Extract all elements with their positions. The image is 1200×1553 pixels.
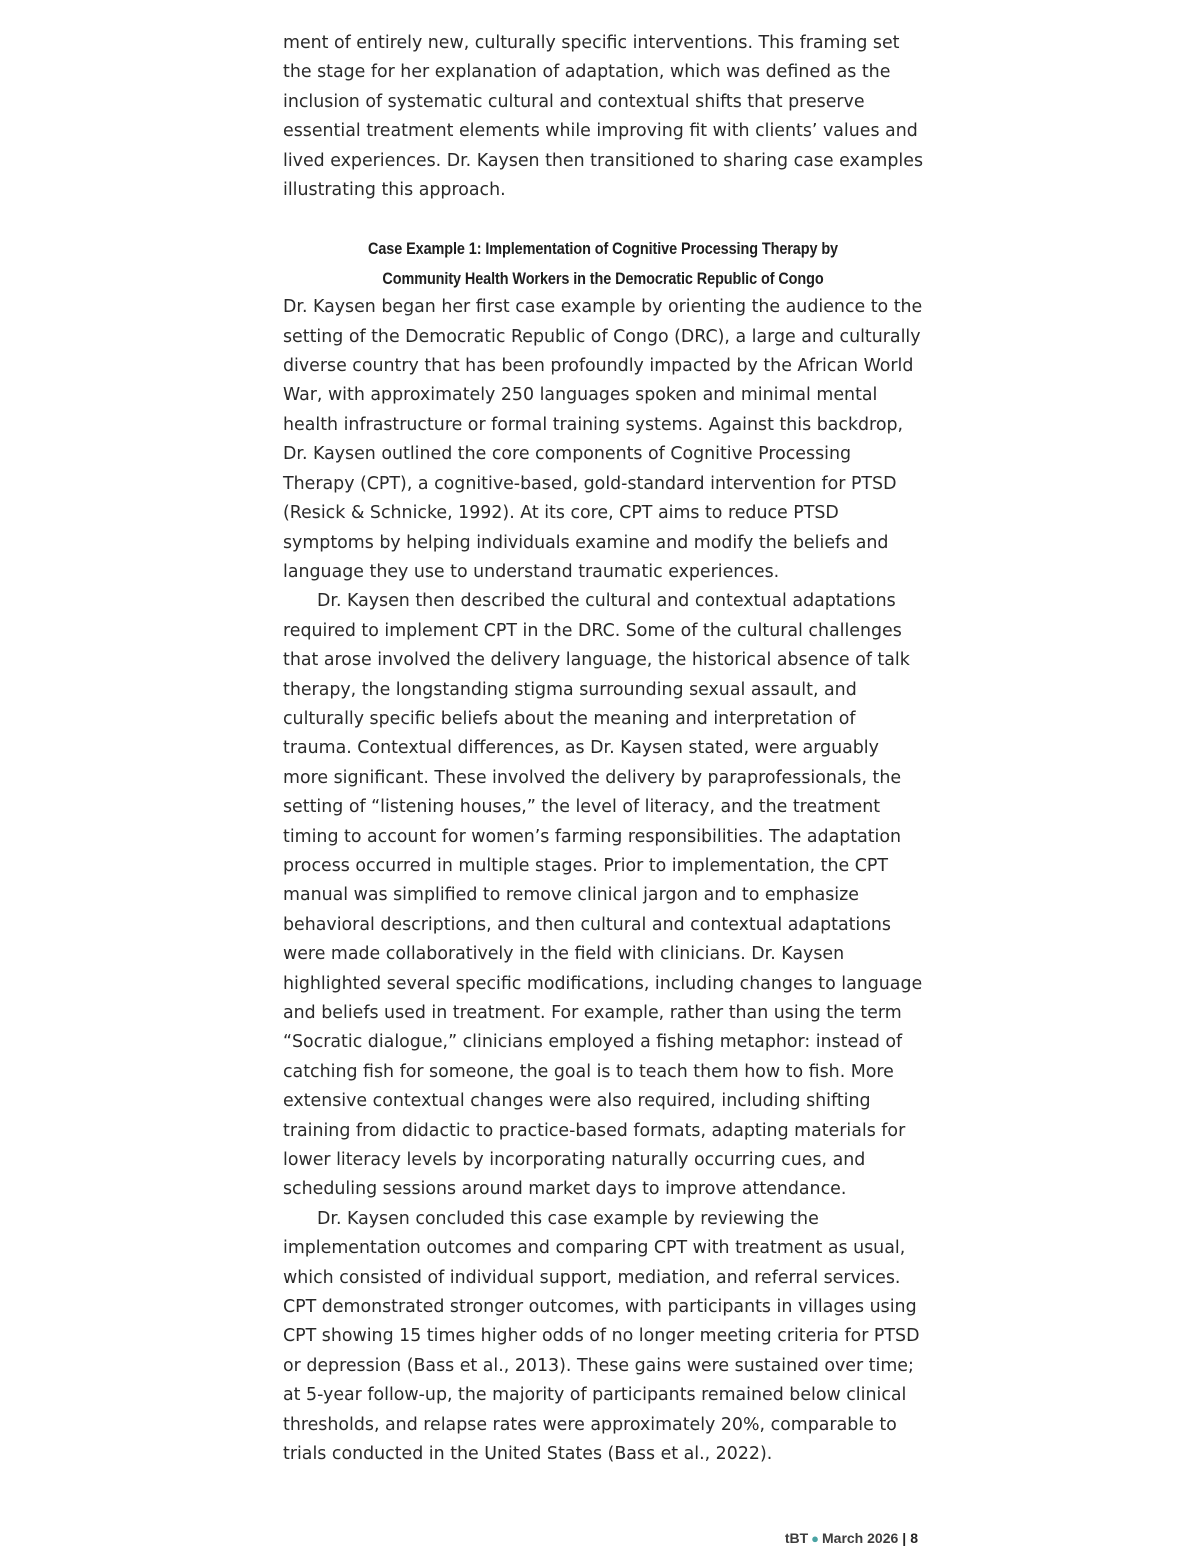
paragraph-adaptations: Dr. Kaysen then described the cultural and contextual adaptations required to implement CPT in the DRC. Some of the cultural challenges that arose involved the delivery language, the historical absence of talk therapy, the longstanding stigma surrounding sexual assault, and culturally specific beliefs about the meaning and interpretation of trauma. Contextual differences, as Dr. Kaysen stated, were arguably more significant. These involved the delivery by paraprofessionals, the setting of “listening houses,” the level of literacy, and the treatment timing to account for women’s farming responsibilities. The adaptation process occurred in multiple stages. Prior to implementation, the CPT manual was simplified to remove clinical jargon and to emphasize behavioral descriptions, and then cultural and contextual adaptations were made collaboratively in the field with clinicians. Dr. Kaysen highlighted several specific modifications, including changes to language and beliefs used in treatment. For example, rather than using the term “Socratic dialogue,” clinicians employed a fishing metaphor: instead of catching fish for someone, the goal is to teach them how to fish. More extensive contextual changes were also required, including shifting training from didactic to practice-based formats, adapting materials for lower literacy levels by incorporating naturally occurring cues, and scheduling sessions around market days to improve attendance.	[283, 591, 923, 1200]
bullet-dot-icon: ●	[811, 1531, 819, 1546]
paragraph-orientation: Dr. Kaysen began her first case example by orienting the audience to the setting of the Democratic Republic of Congo (DRC), a large and culturally diverse country that has been profoundly impacted by the African World War, with approximately 250 languages spoken and minimal mental health infrastructure or formal training systems. Against this backdrop, Dr. Kaysen outlined the core components of Cognitive Processing Therapy (CPT), a cognitive-based, gold-standard intervention for PTSD (Resick & Schnicke, 1992). At its core, CPT aims to reduce PTSD symptoms by helping individuals examine and modify the beliefs and language they use to understand traumatic experiences.	[283, 297, 923, 582]
paragraph-outcomes: Dr. Kaysen concluded this case example by reviewing the implementation outcomes and comparing CPT with treatment as usual, which consisted of individual support, mediation, and referral services. CPT demonstrated stronger outcomes, with participants in villages using CPT showing 15 times higher odds of no longer meeting criteria for PTSD or depression (Bass et al., 2013). These gains were sustained over time; at 5-year follow-up, the majority of participants remained below clinical thresholds, and relapse rates were approximately 20%, comparable to trials conducted in the United States (Bass et al., 2022).	[283, 1208, 920, 1465]
section-heading-line-1: Case Example 1: Implementation of Cognitive Processing Therapy by	[368, 239, 838, 259]
footer-separator: |	[902, 1530, 907, 1546]
section-heading-line-2: Community Health Workers in the Democratic Republic of Congo	[382, 268, 824, 288]
article-body	[283, 29, 923, 1470]
page-footer	[785, 1528, 918, 1549]
issue-date: March 2026	[822, 1530, 899, 1546]
page-number: 8	[910, 1530, 918, 1546]
publication-name: tBT	[784, 1530, 809, 1546]
section-heading	[328, 234, 878, 293]
intro-paragraph: ment of entirely new, culturally specific interventions. This framing set the stage for her explanation of adaptation, which was defined as the inclusion of systematic cultural and contextual shifts that preserve essential treatment elements while improving fit with clients’ values and lived experiences. Dr. Kaysen then transitioned to sharing case examples illustrating this approach.	[283, 33, 924, 201]
